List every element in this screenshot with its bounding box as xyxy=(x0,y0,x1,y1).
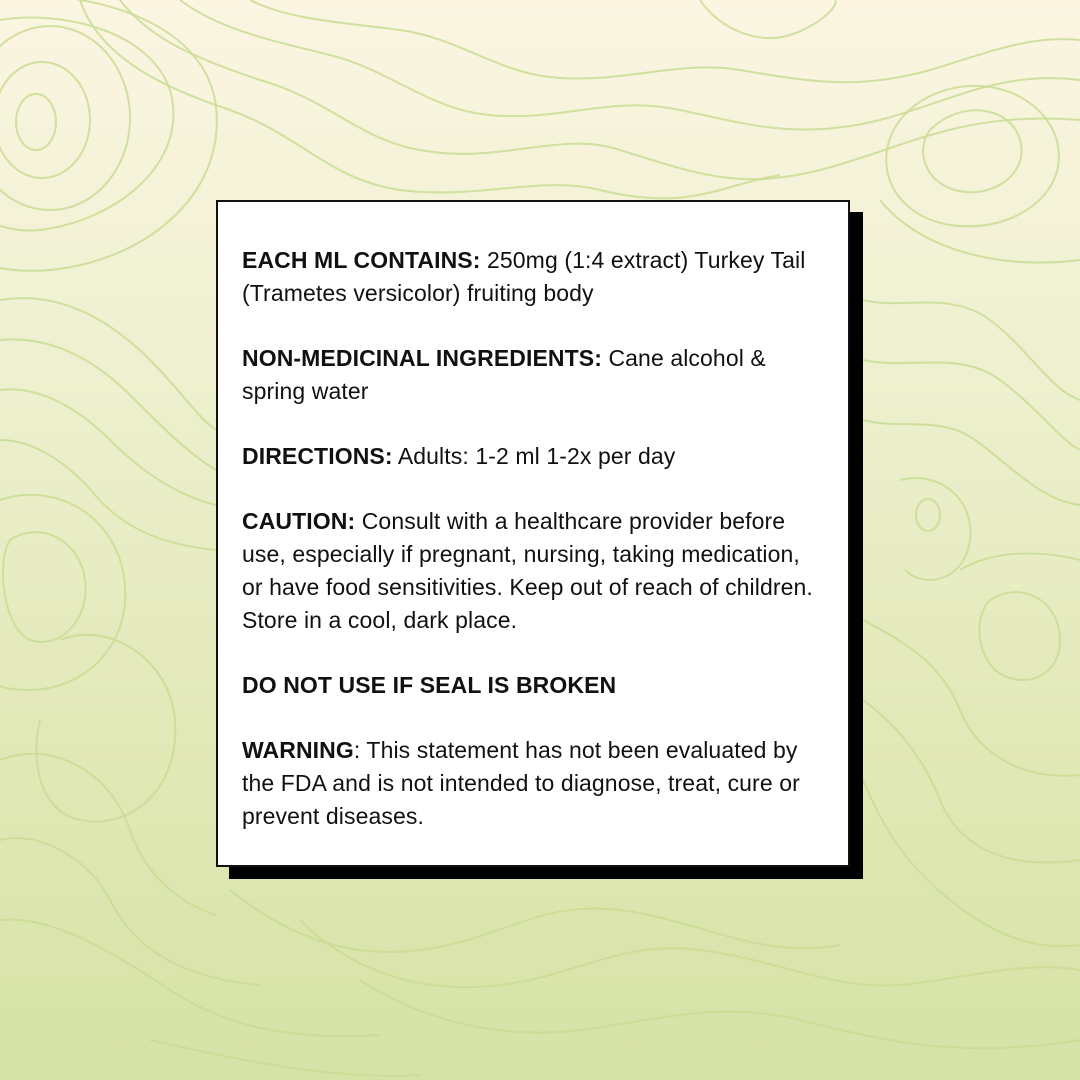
supplement-label-card xyxy=(216,200,850,867)
contour-line xyxy=(150,1040,420,1076)
contour-line xyxy=(0,62,90,178)
contour-line xyxy=(300,920,1080,987)
contour-line xyxy=(3,532,86,642)
contour-line xyxy=(960,553,1080,570)
seal-label: DO NOT USE IF SEAL IS BROKEN xyxy=(242,672,617,698)
contour-line xyxy=(0,495,125,690)
contour-line xyxy=(0,298,216,430)
contour-line xyxy=(863,700,1080,863)
contour-line xyxy=(250,0,1080,82)
contour-line xyxy=(916,499,940,531)
contour-line xyxy=(0,26,130,210)
directions-label: DIRECTIONS: xyxy=(242,443,393,469)
contour-line xyxy=(863,420,1080,505)
directions-text: Adults: 1-2 ml 1-2x per day xyxy=(392,443,676,469)
caution-label: CAUTION: xyxy=(242,508,356,534)
contour-line xyxy=(700,0,836,38)
contour-line xyxy=(886,86,1059,226)
contour-line xyxy=(923,110,1021,192)
contains-text: 250mg (1:4 extract) Turkey Tail (Trametes versicolor) fruiting body xyxy=(242,247,806,306)
contains-section xyxy=(242,244,824,310)
ingredients-text: Cane alcohol & spring water xyxy=(242,345,766,404)
directions-section xyxy=(242,440,824,473)
warning-text: : This statement has not been evaluated by the FDA and is not intended to diagnose, treat, cure or prevent diseases. xyxy=(242,737,800,829)
seal-section xyxy=(242,669,824,702)
ingredients-section xyxy=(242,342,824,408)
contour-line xyxy=(880,200,1080,263)
contour-line xyxy=(863,620,1080,776)
contour-line xyxy=(360,980,1080,1048)
contour-line xyxy=(0,754,216,915)
contour-line xyxy=(0,339,216,470)
contour-line xyxy=(36,635,175,822)
ingredients-label: NON-MEDICINAL INGREDIENTS: xyxy=(242,345,602,371)
contour-line xyxy=(979,592,1060,680)
contour-line xyxy=(863,300,1080,400)
caution-text: Consult with a healthcare provider before use, especially if pregnant, nursing, taking medication, or have food sensitivities. Keep out of reach of children. Store in a cool, dark place. xyxy=(242,508,813,633)
warning-section xyxy=(242,734,824,833)
caution-section xyxy=(242,505,824,637)
contour-line xyxy=(16,94,56,150)
contour-line xyxy=(120,0,1080,179)
contour-line xyxy=(230,890,840,952)
contour-line xyxy=(0,920,380,1037)
contains-label: EACH ML CONTAINS: xyxy=(242,247,481,273)
warning-label: WARNING xyxy=(242,737,354,763)
